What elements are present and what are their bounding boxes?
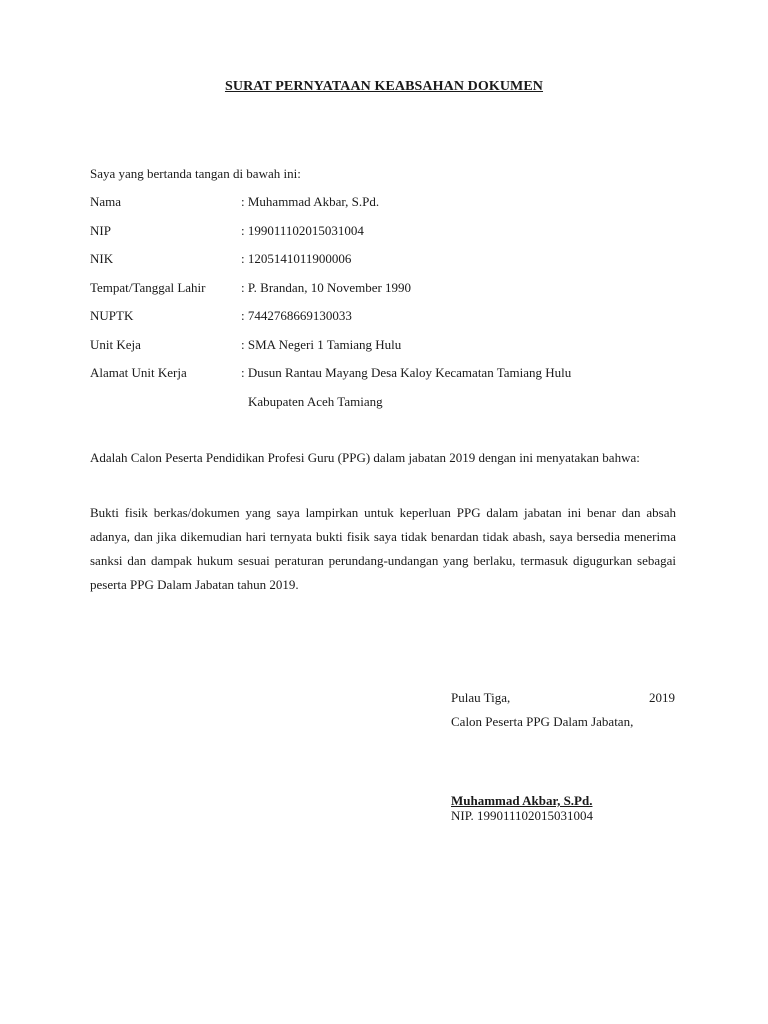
field-row-nuptk — [90, 308, 690, 337]
field-value: : SMA Negeri 1 Tamiang Hulu — [241, 336, 402, 352]
intro-text: Saya yang bertanda tangan di bawah ini: — [90, 166, 301, 181]
statement-paragraph: Adalah Calon Peserta Pendidikan Profesi Guru (PPG) dalam jabatan 2019 dengan ini menyatakan bahwa: — [90, 450, 640, 465]
field-value: : 1205141011900006 — [241, 251, 352, 266]
field-label: NUPTK — [90, 308, 134, 323]
field-value: : 7442768669130033 — [241, 308, 352, 323]
signatory-name: Muhammad Akbar, S.Pd. — [451, 793, 593, 808]
field-label: Alamat Unit Kerja — [90, 365, 187, 380]
field-row-alamat-continued — [90, 394, 690, 423]
declaration-paragraph: Bukti fisik berkas/dokumen yang saya lampirkan untuk keperluan PPG dalam jabatan ini benar dan absah adanya, dan jika dikemudian hari ternyata bukti fisik saya tidak benardan tidak abash, saya bersedia menerima sanksi dan dampak hukum sesuai peraturan perundang-undangan yang berlaku, termasuk digugurkan sebagai peserta PPG Dalam Jabatan tahun 2019. — [90, 505, 676, 592]
field-value: : Muhammad Akbar, S.Pd. — [241, 194, 380, 209]
field-value: : Dusun Rantau Mayang Desa Kaloy Kecamatan Tamiang Hulu — [241, 365, 572, 380]
document-title: SURAT PERNYATAAN KEABSAHAN DOKUMEN — [224, 79, 544, 94]
field-row-nip — [90, 223, 690, 252]
field-value: : 199011102015031004 — [241, 222, 364, 238]
field-label: Unit Keja — [90, 336, 141, 352]
signature-place-date — [451, 690, 677, 706]
signature-year: 2019 — [649, 690, 675, 705]
field-value: : P. Brandan, 10 November 1990 — [241, 279, 412, 295]
field-label: NIP — [90, 222, 111, 238]
field-row-nama — [90, 194, 690, 223]
field-label: Tempat/Tanggal Lahir — [90, 279, 206, 295]
field-row-alamat — [90, 365, 690, 394]
field-label: NIK — [90, 251, 114, 266]
signatory-nip: NIP. 199011102015031004 — [451, 808, 594, 823]
field-row-ttl — [90, 280, 690, 309]
address-continuation: Kabupaten Aceh Tamiang — [248, 393, 383, 409]
field-row-unit-kerja — [90, 337, 690, 366]
signature-place: Pulau Tiga, — [451, 690, 511, 705]
signature-role: Calon Peserta PPG Dalam Jabatan, — [451, 714, 634, 729]
field-row-nik — [90, 251, 690, 280]
identity-fields — [90, 194, 690, 422]
field-label: Nama — [90, 194, 122, 209]
